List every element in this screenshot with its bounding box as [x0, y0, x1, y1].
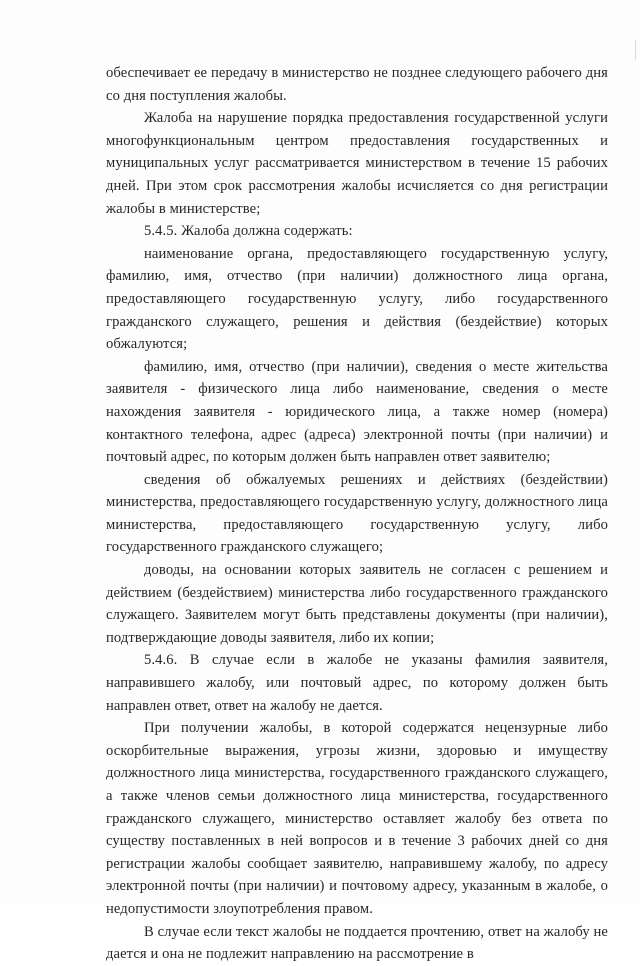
paragraph-unreadable-complaint: В случае если текст жалобы не поддается прочтению, ответ на жалобу не дается и она не подлежит направлению на рассмотрение в [106, 923, 608, 963]
paragraph-obscene-complaint: При получении жалобы, в которой содержатся нецензурные либо оскорбительные выражения, угрозы жизни, здоровью и имуществу должностного лица министерства, государственного гражданского служащего, а также членов семьи должностного лица министерства, государственного гражданского служащего, министерство оставляет жалобу без ответа по существу поставленных в ней вопросов и в течение 3 рабочих дней со дня регистрации жалобы сообщает заявителю, направившему жалобу, по адресу электронной почты (при наличии) и почтовому адресу, указанным в жалобе, о недопустимости злоупотребления правом. [106, 720, 608, 917]
paragraph-applicant-info: фамилию, имя, отчество (при наличии), сведения о месте жительства заявителя - физического лица либо наименование, сведения о месте нахождения заявителя - юридического лица, а также номер (номера) контактного телефона, адрес (адреса) электронной почты (при наличии) и почтовый адрес, по которым должен быть направлен ответ заявителю; [106, 358, 608, 466]
scan-edge-mark [635, 40, 636, 60]
paragraph-mfc-complaint: Жалоба на нарушение порядка предоставления государственной услуги многофункциональным центром предоставления государственных и муниципальных услуг рассматривается министерством в течение 15 рабочих дней. При этом срок рассмотрения жалобы исчисляется со дня регистрации жалобы в министерстве; [106, 110, 608, 217]
paragraph-arguments: доводы, на основании которых заявитель не согласен с решением и действием (бездействием) министерства либо государственного гражданского служащего. Заявителем могут быть представлены документы (при наличии), подтверждающие доводы заявителя, либо их копии; [106, 562, 608, 646]
document-body [106, 62, 608, 966]
paragraph-organ-name: наименование органа, предоставляющего государственную услугу, фамилию, имя, отчество (при наличии) должностного лица органа, предоставляющего государственную услугу, либо государственного гражданского служащего, решения и действия (бездействие) которых обжалуются; [106, 245, 608, 353]
paragraph-5-4-5-heading: 5.4.5. Жалоба должна содержать: [144, 223, 353, 240]
paragraph-appealed-decisions: сведения об обжалуемых решениях и действиях (бездействии) министерства, предоставляющего государственную услугу, должностного лица министерства, предоставляющего государственную услугу, либо государственного гражданского служащего; [106, 471, 608, 556]
paragraph-continuation: обеспечивает ее передачу в министерство не позднее следующего рабочего дня со дня поступления жалобы. [106, 65, 608, 104]
paragraph-5-4-6: 5.4.6. В случае если в жалобе не указаны фамилия заявителя, направившего жалобу, или почтовый адрес, по которому должен быть направлен ответ, ответ на жалобу не дается. [106, 652, 608, 714]
